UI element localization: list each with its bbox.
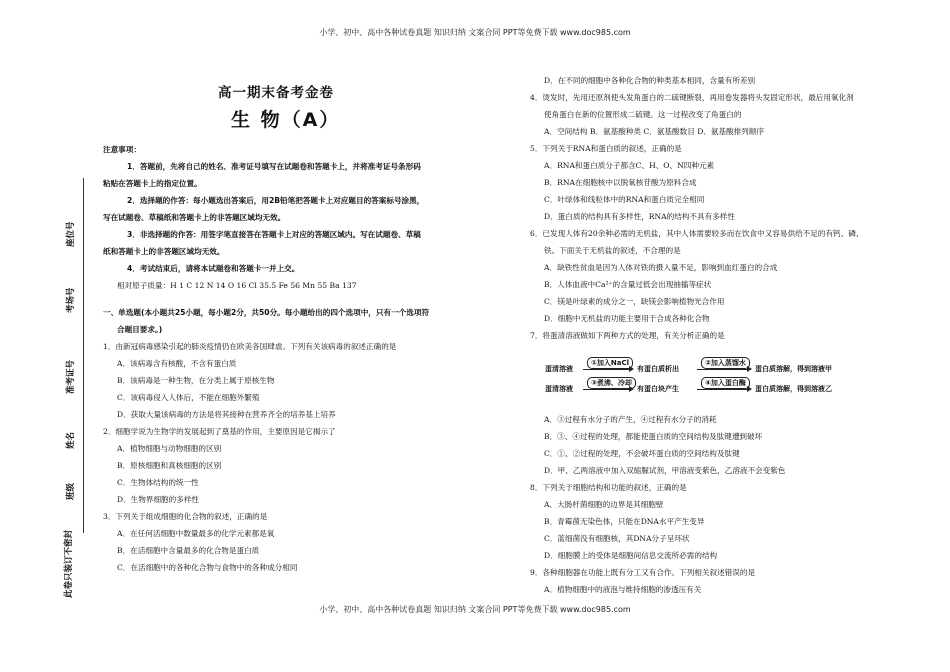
left-column [103,141,483,576]
question-option: B．青霉菌无染色体，只能在DNA水平产生变异 [544,517,705,526]
diagram-result-1: 有蛋白质析出 [637,365,679,373]
question-stem: 5．下列关于RNA和蛋白质的叙述，正确的是 [530,144,682,153]
atomic-mass-line: 相对原子质量：H 1 C 12 N 14 O 16 Cl 35.5 Fe 56 Mn 55 Ba 137 [117,281,357,290]
note-line: 写在试题卷、草稿纸和答题卡上的非答题区域均无效。 [103,213,286,222]
diagram-arrow-line [583,389,629,390]
question-option: A．③过程有水分子的产生，④过程有水分子的消耗 [544,415,717,424]
question-stem: 3．下列关于组成细胞的化合物的叙述，正确的是 [103,512,268,521]
section-heading-cont: 合题目要求。) [117,325,163,334]
question-option: C．该病毒侵入人体后，不能在细胞外繁殖 [117,393,260,402]
question-option: B．原核细胞和真核细胞的区别 [117,461,222,470]
diagram-end-1: 蛋白质溶解，得到溶液甲 [755,365,832,373]
question-option: D．甲、乙两溶液中加入双缩脲试剂，甲溶液变紫色，乙溶液不会变紫色 [544,466,786,475]
question-option: B．RNA在细胞核中以脱氧核苷酸为原料合成 [544,178,697,187]
diagram-arrow-head [747,366,752,372]
question-option: A．在任何活细胞中数量最多的化学元素都是氧 [117,529,275,538]
name-label: 姓名 [66,431,76,449]
question-option: D．获取大量该病毒的方法是将其接种在营养齐全的培养基上培养 [117,410,336,419]
question-option: D．细胞中无机盐的功能主要用于合成各种化合物 [544,314,710,323]
question-option: D．蛋白质的结构具有多样性，RNA的结构不具有多样性 [544,212,735,221]
diagram-arrow-head [629,386,634,392]
question-stem-cont: 铁。下面关于无机盐的叙述，不合理的是 [544,246,681,255]
diagram-source-2: 蛋清溶液 [545,385,573,393]
question-stem: 6．已发现人体有20余种必需的无机盐，其中人体需要较多而在饮食中又容易供给不足的有钙、磷、 [530,229,864,238]
question-option: D．细胞膜上的受体是细胞间信息交流所必需的结构 [544,551,718,560]
note-line: 纸和答题卡上的非答题区域均无效。 [103,247,225,256]
question-option: B．③、④过程的处理，都能使蛋白质的空间结构及肽键遭到破坏 [544,432,763,441]
question-options-row: A．空间结构 B．氨基酸种类 C．氨基酸数目 D．氨基酸排列顺序 [544,127,765,136]
question-option: C．蓝细菌没有细胞核，其DNA分子呈环状 [544,534,690,543]
note-line: 1．答题前，先将自己的姓名、准考证号填写在试题卷和答题卡上，并将准考证号条形码 [127,162,421,171]
question-stem: 7．将蛋清溶液做如下两种方式的处理，有关分析正确的是 [530,331,725,340]
seat-label: 座位号 [66,221,76,247]
question-option: C．在活细胞中的各种化合物与食物中的各种成分相同 [117,563,298,572]
diagram-source-1: 蛋清溶液 [545,365,573,373]
diagram-result-2: 有蛋白块产生 [637,385,679,393]
process-diagram [545,357,850,397]
question-option: B．该病毒是一种生物，在分类上属于原核生物 [117,376,275,385]
question-stem: 4．烫发时，先用还原剂使头发角蛋白的二硫键断裂，再用卷发器将头发固定形状，最后用氧化剂 [530,93,854,102]
diagram-step-4: ④加入蛋白酶 [701,377,750,389]
question-option: A．该病毒含有核酸，不含有蛋白质 [117,359,237,368]
diagram-arrow-line [583,369,629,370]
diagram-step-2: ②加入蒸馏水 [701,357,750,369]
note-line: 2．选择题的作答：每小题选出答案后，用2B铅笔把答题卡上对应题目的答案标号涂黑， [127,196,425,205]
diagram-step-1: ①加入NaCl [587,357,633,369]
section-heading: 一、单选题(本小题共25小题，每小题2分，共50分。每小题给出的四个选项中，只有一个选项符 [103,308,430,317]
note-line: 3．非选择题的作答：用签字笔直接答在答题卡上对应的答题区域内。写在试题卷、草稿 [127,230,421,239]
notes-heading: 注意事项： [103,145,141,154]
question-stem: 2．细胞学说为生物学的发展起到了奠基的作用，主要原因是它揭示了 [103,427,336,436]
binding-line [83,178,84,533]
right-column-bottom [530,411,930,598]
question-option: A．大肠杆菌细胞的边界是其细胞壁 [544,500,664,509]
question-option: A．植物细胞中的液泡与维持细胞的渗透压有关 [544,585,702,594]
question-option: D．在不同的细胞中各种化合物的种类基本相同，含量有所差别 [544,76,756,85]
question-option: A．RNA和蛋白质分子都含C、H、O、N四种元素 [544,161,715,170]
seal-label: 此卷只装订不密封 [64,529,74,598]
diagram-arrow-line [697,389,747,390]
diagram-arrow-head [747,386,752,392]
exam-subject: 生 物（A） [231,109,341,131]
question-option: C．镁是叶绿素的成分之一，缺镁会影响植物光合作用 [544,297,725,306]
question-stem: 9．各种细胞器在功能上既有分工又有合作。下列相关叙述错误的是 [530,568,756,577]
footer-banner: 小学、初中、高中各种试卷真题 知识归纳 文案合同 PPT等免费下载 www.doc985.com [319,605,631,614]
question-stem-cont: 使角蛋白在新的位置形成二硫键。这一过程改变了角蛋白的 [544,110,742,119]
header-banner: 小学、初中、高中各种试卷真题 知识归纳 文案合同 PPT等免费下载 www.doc985.com [319,28,631,37]
diagram-arrow-line [697,369,747,370]
question-stem: 1．由新冠病毒感染引起的肺炎疫情仍在欧美各国肆虐。下列有关该病毒的叙述正确的是 [103,342,397,351]
spacer [103,294,483,304]
question-stem: 8．下列关于细胞结构和功能的叙述，正确的是 [530,483,687,492]
class-label: 班级 [66,482,76,500]
diagram-end-2: 蛋白质溶解，得到溶液乙 [755,385,832,393]
question-option: B．人体血液中Ca²⁺的含量过低会出现抽搐等症状 [544,280,712,289]
question-option: A．缺铁性贫血是因为人体对铁的摄入量不足，影响到血红蛋白的合成 [544,263,778,272]
diagram-arrow-head [629,366,634,372]
question-option: B．在活细胞中含量最多的化合物是蛋白质 [117,546,260,555]
question-option: A．植物细胞与动物细胞的区别 [117,444,222,453]
diagram-step-3: ③煮沸、冷却 [587,377,636,389]
question-option: C．叶绿体和线粒体中的RNA和蛋白质完全相同 [544,195,705,204]
question-option: D．生物界细胞的多样性 [117,495,200,504]
exam-title: 高一期末备考金卷 [218,85,334,101]
exam-room-label: 考场号 [66,287,76,313]
right-column-top [530,72,930,344]
question-option: C．①、②过程的处理，不会破坏蛋白质的空间结构及肽键 [544,449,740,458]
note-line: 4．考试结束后，请将本试题卷和答题卡一并上交。 [127,264,300,273]
note-line: 粘贴在答题卡上的指定位置。 [103,179,202,188]
ticket-label: 准考证号 [66,359,76,394]
question-option: C．生物体结构的统一性 [117,478,199,487]
